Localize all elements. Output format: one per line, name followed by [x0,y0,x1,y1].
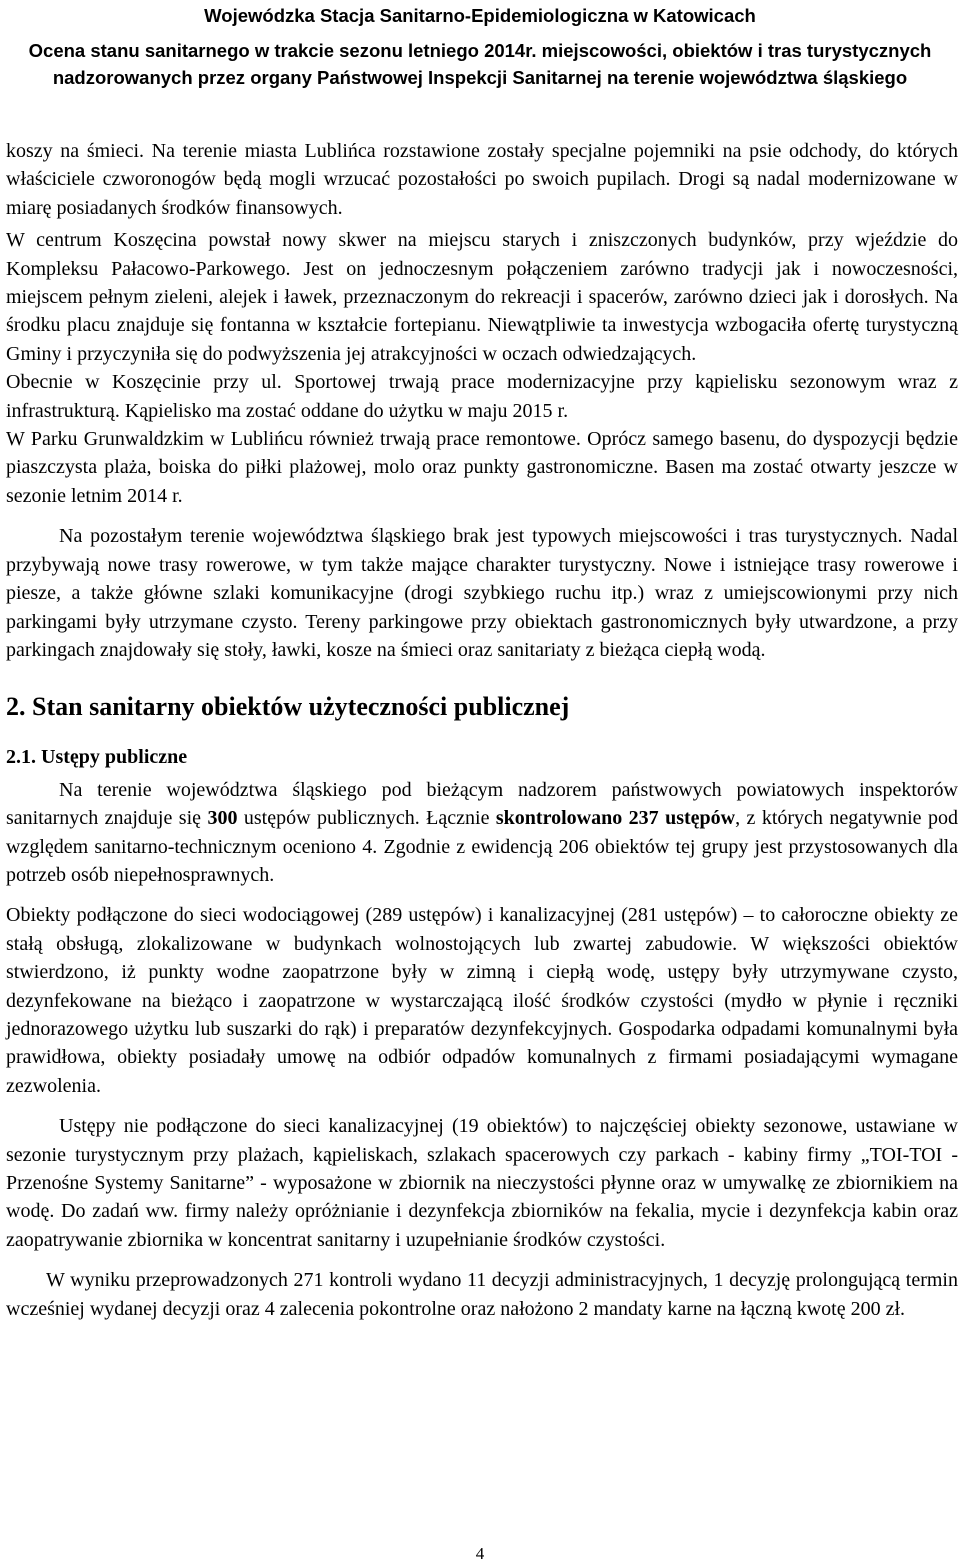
bold-count-300: 300 [207,807,238,830]
text-run: , z których negatywnie pod względem sanitarno-technicznym oceniono 4. Zgodnie z ewidencją 206 obiektów tej grupy jest przystosowanych dla potrzeb osób niepełnosprawnych. [6,807,958,886]
page-number: 4 [475,1544,485,1563]
header-subtitle: Ocena stanu sanitarnego w trakcie sezonu letniego 2014r. miejscowości, obiektów i tras turystycznych nadzorowanych przez organy Państwowej Inspekcji Sanitarnej na terenie województwa śląskiego [28,40,932,88]
paragraph-grunwald-park: W Parku Grunwaldzkim w Lublińcu również trwają prace remontowe. Oprócz samego basenu, do dyspozycji będzie piaszczysta plaża, boiska do piłki plażowej, molo oraz punkty gastronomiczne. Basen ma zostać otwarty jeszcze w sezonie letnim 2014 r. [6,428,958,507]
text-run: ustępów publicznych. Łącznie [237,807,496,830]
paragraph-public-toilets-count [6,776,958,890]
section-2-heading: 2. Stan sanitarny obiektów użyteczności publicznej [6,692,570,722]
paragraph-unconnected-toilets: Ustępy nie podłączone do sieci kanalizacyjnej (19 obiektów) to najczęściej obiekty sezonowe, ustawiane w sezonie turystycznym przy plażach, kąpieliskach, szlakach spacerowych czy parkach - kabiny firmy „TOI-TOI - Przenośne Systemy Sanitarne” - wyposażone w zbiornik na nieczystości płynne oraz w umywalkę ze zbiornikiem na wodę. Do zadań ww. firmy należy opróżnianie i dezynfekcja zbiorników na fekalia, mycie i dezynfekcja kabin oraz zaopatrywanie zbiornika w koncentrat sanitarny i uzupełnianie środków czystości. [6,1115,958,1251]
paragraph-koszecin-pool: Obecnie w Koszęcinie przy ul. Sportowej trwają prace modernizacyjne przy kąpielisku sezonowym wraz z infrastrukturą. Kąpielisko ma zostać oddane do użytku w maju 2015 r. [6,371,958,422]
header-title: Wojewódzka Stacja Sanitarno-Epidemiologiczna w Katowicach [204,5,756,26]
paragraph-lubliniec-bins: koszy na śmieci. Na terenie miasta Lublińca rozstawione zostały specjalne pojemniki na psie odchody, do których właściciele czworonogów będą mogli wrzucać pozostałości po swoich pupilach. Drogi są nadal modernizowane w miarę posiadanych środków finansowych. [6,140,958,219]
section-2-1-heading: 2.1. Ustępy publiczne [6,746,188,769]
paragraph-koszecin-square: W centrum Koszęcina powstał nowy skwer na miejscu starych i zniszczonych budynków, przy wjeździe do Kompleksu Pałacowo-Parkowego. Jest on jednoczesnym połączeniem zarówno tradycji jak i nowoczesności, miejscem pełnym zieleni, alejek i ławek, przeznaczonym do rekreacji i spacerów, zarówno dzieci jak i dorosłych. Na środku placu znajduje się fontanna w kształcie fortepianu. Niewątpliwie ta inwestycja wzbogaciła ofertę turystyczną Gminy i przyczyniła się do podwyższenia jej atrakcyjności w oczach odwiedzających. [6,229,958,365]
bold-inspected-237: skontrolowano 237 ustępów [495,807,736,830]
document-body [6,137,958,1323]
page-header [0,0,960,91]
paragraph-inspection-results: W wyniku przeprowadzonych 271 kontroli wydano 11 decyzji administracyjnych, 1 decyzję prolongującą termin wcześniej wydanej decyzji oraz 4 zalecenia pokontrolne oraz nałożono 2 mandaty karne na łączną kwotę 200 zł. [6,1269,958,1320]
text-run: Na terenie województwa śląskiego pod bieżącym nadzorem państwowych powiatowych inspektorów sanitarnych znajduje się [6,778,958,830]
paragraph-remaining-region: Na pozostałym terenie województwa śląskiego brak jest typowych miejscowości i tras turystycznych. Nadal przybywają nowe trasy rowerowe, w tym także mające charakter turystyczny. Nowe i istniejące trasy rowerowe i piesze, a także główne szlaki komunikacyjne (drogi szybkiego ruchu itp.) wraz z umiejscowionymi przy nich parkingami były utrzymane czysto. Tereny parkingowe przy obiektach gastronomicznych były utwardzone, a przy parkingach znajdowały się stoły, ławki, kosze na śmieci oraz sanitariaty z bieżąca ciepłą wodą. [6,525,958,661]
paragraph-connected-facilities: Obiekty podłączone do sieci wodociągowej (289 ustępów) i kanalizacyjnej (281 ustępów) – to całoroczne obiekty ze stałą obsługą, zlokalizowane w budynkach wolnostojących lub zwartej zabudowie. W większości obiektów stwierdzono, iż punkty wodne zaopatrzone były w zimną i ciepłą wodę, ustępy były utrzymywane czysto, dezynfekowane na bieżąco i zaopatrzone w wystarczającą ilość środków czystości (mydło w płynie i ręczniki jednorazowego użytku lub suszarki do rąk) i preparatów dezynfekcyjnych. Gospodarka odpadami komunalnymi była prawidłowa, obiekty posiadały umowę na odbiór odpadów komunalnych z firmami posiadającymi wymagane zezwolenia. [6,904,958,1097]
